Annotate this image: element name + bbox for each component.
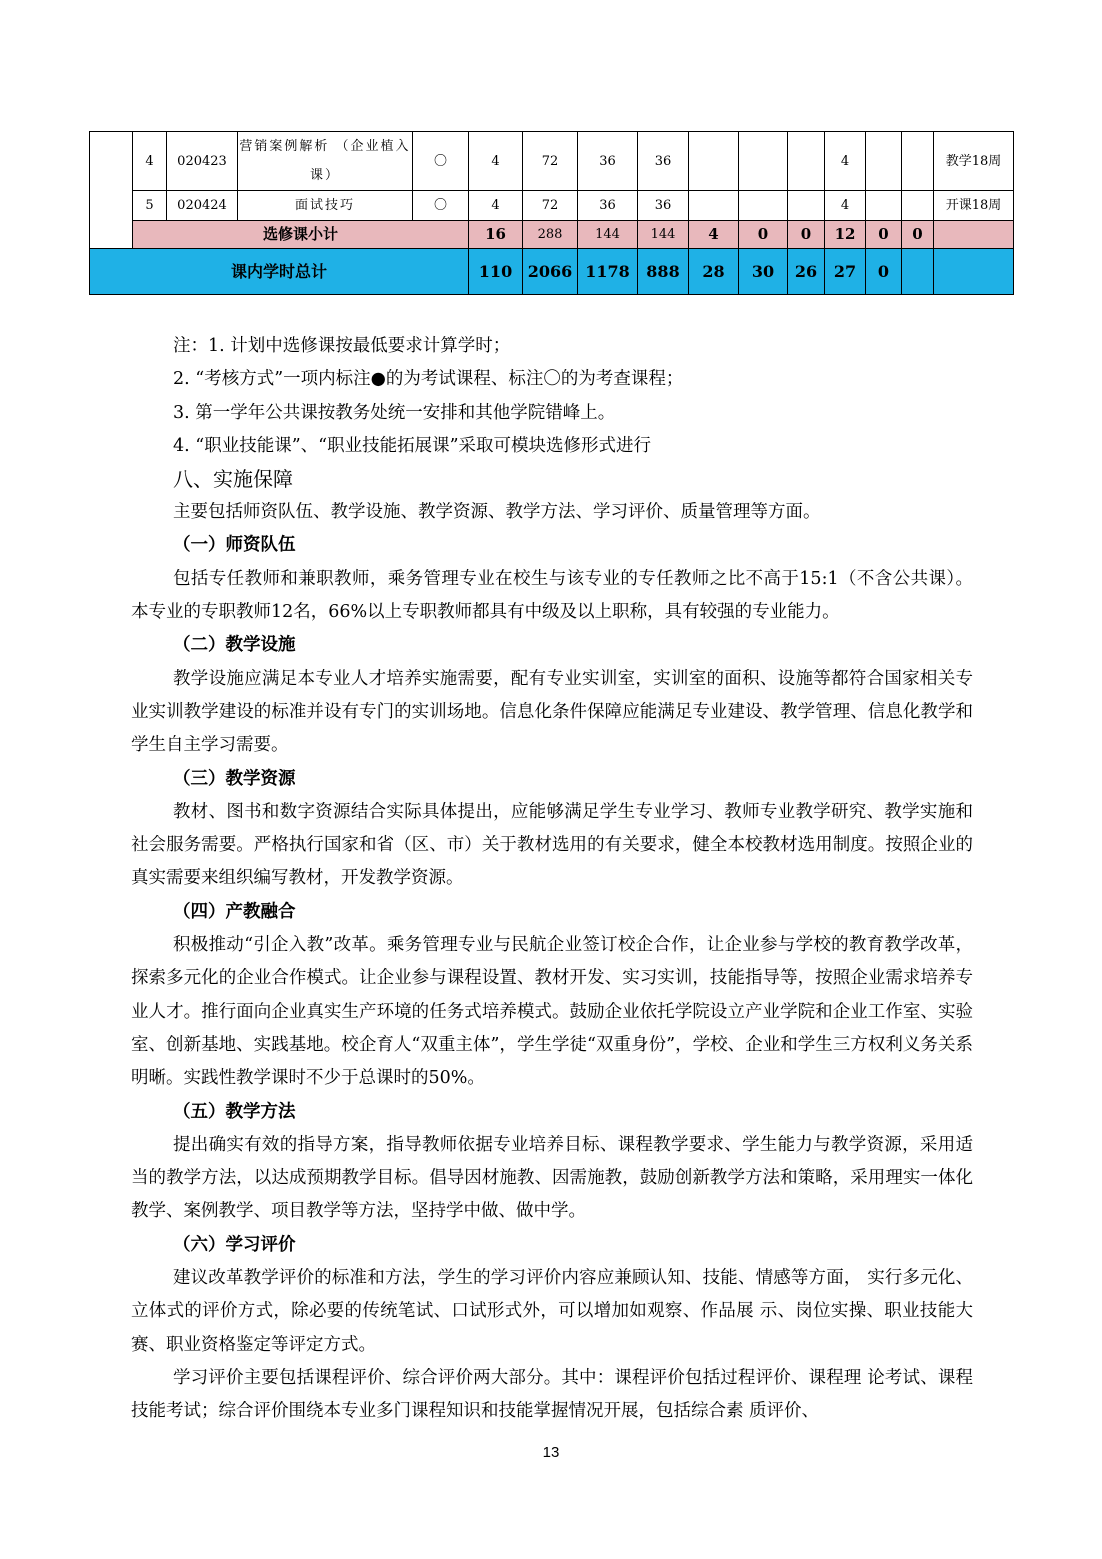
paragraph: 提出确实有效的指导方案，指导教师依据专业培养目标、课程教学要求、学生能力与教学资源，采用适当的教学方法，以达成预期教学目标。倡导因材施教、因需施教，鼓励创新教学方法和策略，采用理实一体化教学、案例教学、项目教学等方法，坚持学中做、做中学。 <box>131 1134 973 1222</box>
semester-3 <box>788 191 825 221</box>
subtotal-s5: 0 <box>866 221 902 249</box>
semester-2 <box>739 191 788 221</box>
note-4: 4. “职业技能课”、“职业技能拓展课”采取可模块选修形式进行 <box>173 435 652 456</box>
total-row <box>90 249 1014 295</box>
subtotal-practice: 144 <box>638 221 689 249</box>
total-s1: 28 <box>689 249 739 295</box>
total-hours: 72 <box>523 132 578 191</box>
theory-hours: 36 <box>578 191 638 221</box>
course-name: 营销案例解析 （企业植入课） <box>238 132 413 191</box>
row-number: 5 <box>133 191 167 221</box>
semester-4: 4 <box>825 132 866 191</box>
semester-5 <box>866 132 902 191</box>
subtotal-s4: 12 <box>825 221 866 249</box>
course-code: 020424 <box>167 191 238 221</box>
subsection-title: （四）产教融合 <box>173 901 296 922</box>
page-number: 13 <box>542 1444 560 1461</box>
paragraph: 教材、图书和数字资源结合实际具体提出，应能够满足学生专业学习、教师专业教学研究、教学实施和社会服务需要。严格执行国家和省（区、市）关于教材选用的有关要求，健全本校教材选用制度。按照企业的真实需要来组织编写教材，开发教学资源。 <box>131 801 973 889</box>
subtotal-s6: 0 <box>902 221 934 249</box>
paragraph: 学习评价主要包括课程评价、综合评价两大部分。其中：课程评价包括过程评价、课程理 论考试、课程技能考试；综合评价围绕本专业多门课程知识和技能掌握情况开展，包括综合素 质评价、 <box>131 1367 973 1422</box>
note-1: 注：1. 计划中选修课按最低要求计算学时； <box>173 336 511 356</box>
remark: 教学18周 <box>934 132 1014 191</box>
total-s2: 30 <box>739 249 788 295</box>
semester-4: 4 <box>825 191 866 221</box>
subsection-title: （三）教学资源 <box>173 768 296 789</box>
subtotal-theory: 144 <box>578 221 638 249</box>
total-s4: 27 <box>825 249 866 295</box>
subtotal-s3: 0 <box>788 221 825 249</box>
category-cell <box>90 132 133 249</box>
semester-1 <box>689 132 739 191</box>
table-row <box>90 191 1014 221</box>
section-intro: 主要包括师资队伍、教学设施、教学资源、教学方法、学习评价、质量管理等方面。 <box>173 502 821 523</box>
credit: 4 <box>469 191 523 221</box>
semester-6 <box>902 191 934 221</box>
practice-hours: 36 <box>638 191 689 221</box>
total-s5: 0 <box>866 249 902 295</box>
credit: 4 <box>469 132 523 191</box>
note-2: 2. “考核方式”一项内标注●的为考试课程、标注〇的为考查课程； <box>173 369 684 390</box>
total-theory: 1178 <box>578 249 638 295</box>
subtotal-row <box>90 221 1014 249</box>
subtotal-hours: 288 <box>523 221 578 249</box>
subtotal-s2: 0 <box>739 221 788 249</box>
total-s6 <box>902 249 934 295</box>
exam-type: 〇 <box>413 132 469 191</box>
subtotal-remark <box>934 221 1014 249</box>
semester-5 <box>866 191 902 221</box>
subtotal-credit: 16 <box>469 221 523 249</box>
subsection-title: （二）教学设施 <box>173 635 296 656</box>
course-name: 面试技巧 <box>238 191 413 221</box>
total-credit: 110 <box>469 249 523 295</box>
semester-3 <box>788 132 825 191</box>
paragraph: 包括专任教师和兼职教师，乘务管理专业在校生与该专业的专任教师之比不高于15:1（不含公共课）。本专业的专职教师12名，66%以上专职教师都具有中级及以上职称，具有较强的专业能力。 <box>131 568 973 623</box>
subtotal-s1: 4 <box>689 221 739 249</box>
note-3: 3. 第一学年公共课按教务处统一安排和其他学院错峰上。 <box>173 402 616 423</box>
exam-type: 〇 <box>413 191 469 221</box>
total-hours: 2066 <box>523 249 578 295</box>
subsection-title: （六）学习评价 <box>173 1234 296 1255</box>
semester-1 <box>689 191 739 221</box>
semester-2 <box>739 132 788 191</box>
course-code: 020423 <box>167 132 238 191</box>
subtotal-label: 选修课小计 <box>133 221 469 249</box>
document-body <box>131 330 973 1429</box>
subsection-title: （五）教学方法 <box>173 1101 296 1122</box>
total-label: 课内学时总计 <box>90 249 469 295</box>
total-hours: 72 <box>523 191 578 221</box>
paragraph: 建议改革教学评价的标准和方法，学生的学习评价内容应兼顾认知、技能、情感等方面， 实行多元化、立体式的评价方式，除必要的传统笔试、口试形式外，可以增加如观察、作品展 示、岗位实操、职业技能大赛、职业资格鉴定等评定方式。 <box>131 1268 973 1355</box>
paragraph: 积极推动“引企入教”改革。乘务管理专业与民航企业签订校企合作，让企业参与学校的教育教学改革，探索多元化的企业合作模式。让企业参与课程设置、教材开发、实习实训，技能指导等，按照企业需求培养专业人才。推行面向企业真实生产环境的任务式培养模式。鼓励企业依托学院设立产业学院和企业工作室、实验室、创新基地、实践基地。校企育人“双重主体”，学生学徒“双重身份”，学校、企业和学生三方权利义务关系明晰。实践性教学课时不少于总课时的50%。 <box>131 935 973 1089</box>
section-title: 八、实施保障 <box>173 467 293 492</box>
row-number: 4 <box>133 132 167 191</box>
course-plan-table <box>89 131 1014 295</box>
paragraph: 教学设施应满足本专业人才培养实施需要，配有专业实训室，实训室的面积、设施等都符合国家相关专业实训教学建设的标准并设有专门的实训场地。信息化条件保障应能满足专业建设、教学管理、信息化教学和学生自主学习需要。 <box>131 668 973 756</box>
theory-hours: 36 <box>578 132 638 191</box>
subsection-title: （一）师资队伍 <box>173 535 296 556</box>
total-remark <box>934 249 1014 295</box>
practice-hours: 36 <box>638 132 689 191</box>
total-s3: 26 <box>788 249 825 295</box>
total-practice: 888 <box>638 249 689 295</box>
table-row <box>90 132 1014 191</box>
semester-6 <box>902 132 934 191</box>
remark: 开课18周 <box>934 191 1014 221</box>
